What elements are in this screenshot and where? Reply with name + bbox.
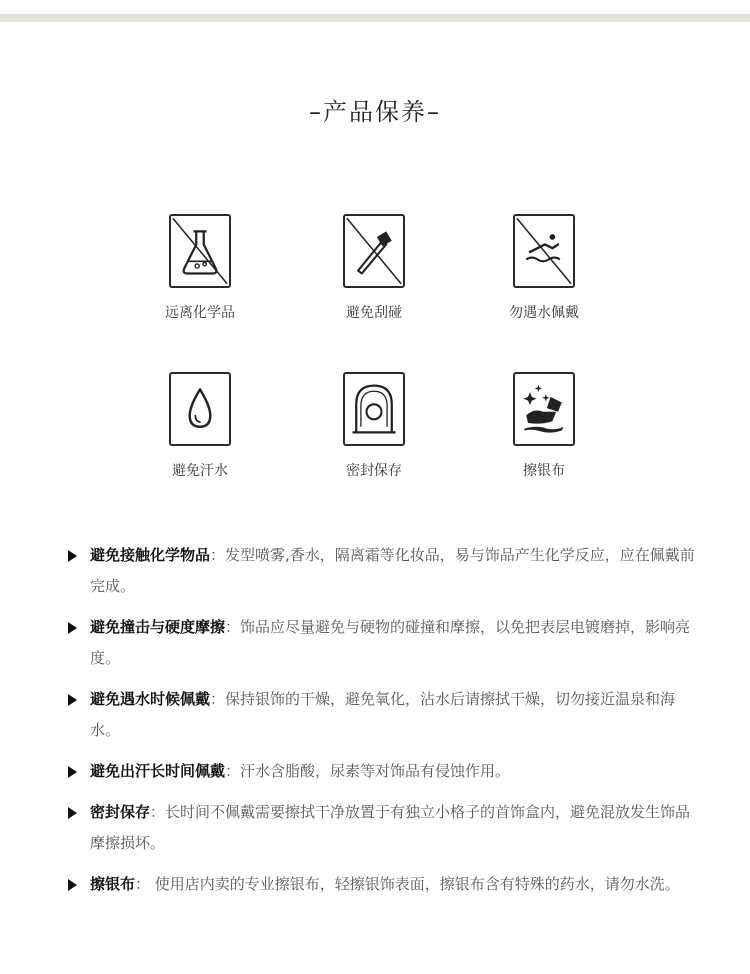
note-text: ：长时间不佩戴需要擦拭干净放置于有独立小格子的首饰盒内，避免混放发生饰品摩擦损坏。 <box>90 803 691 852</box>
note-heading: 避免出汗长时间佩戴 <box>90 762 226 780</box>
top-divider-bar <box>0 14 750 22</box>
care-item-label: 避免汗水 <box>172 463 228 479</box>
care-item-label: 密封保存 <box>346 463 402 479</box>
note-text: ： 使用店内卖的专业擦银布，轻擦银饰表面，擦银布含有特殊的药水，请勿水洗。 <box>135 875 680 893</box>
sealed-box-icon <box>343 372 405 446</box>
care-note <box>66 869 696 900</box>
arrow-bullet-icon <box>68 622 77 634</box>
note-text: ：饰品应尽量避免与硬物的碰撞和摩擦，以免把表层电镀磨掉，影响亮度。 <box>90 618 691 667</box>
care-item-sweat <box>120 372 280 480</box>
hammer-crossed-icon <box>343 214 405 288</box>
note-text: ：汗水含脂酸，尿素等对饰品有侵蚀作用。 <box>225 762 511 780</box>
arrow-bullet-icon <box>68 694 77 706</box>
care-item-water <box>464 214 624 322</box>
note-heading: 擦银布 <box>90 875 136 893</box>
care-notes-list <box>66 540 696 910</box>
note-text: ：发型喷雾,香水，隔离霜等化妆品，易与饰品产生化学反应，应在佩戴前完成。 <box>90 546 695 595</box>
flask-crossed-icon <box>169 214 231 288</box>
care-item-label: 勿遇水佩戴 <box>509 305 579 321</box>
arrow-bullet-icon <box>68 807 77 819</box>
note-heading: 避免遇水时候佩戴 <box>90 690 211 708</box>
care-item-chemicals <box>120 214 280 322</box>
care-note <box>66 684 696 746</box>
water-drop-icon <box>169 372 231 446</box>
arrow-bullet-icon <box>68 766 77 778</box>
care-note <box>66 540 696 602</box>
care-note <box>66 756 696 787</box>
care-item-label: 远离化学品 <box>165 305 235 321</box>
care-item-sealed-storage <box>294 372 454 480</box>
arrow-bullet-icon <box>68 550 77 562</box>
note-text: ：保持银饰的干燥，避免氧化，沾水后请擦拭干燥，切勿接近温泉和海水。 <box>90 690 676 739</box>
polishing-cloth-icon <box>513 372 575 446</box>
care-note <box>66 612 696 674</box>
care-item-label: 擦银布 <box>523 463 565 479</box>
swimmer-crossed-icon <box>513 214 575 288</box>
care-note <box>66 797 696 859</box>
page-title: –产品保养– <box>309 98 441 126</box>
care-item-scratches <box>294 214 454 322</box>
care-item-label: 避免刮碰 <box>346 305 402 321</box>
care-item-polishing-cloth <box>464 372 624 480</box>
arrow-bullet-icon <box>68 879 77 891</box>
note-heading: 密封保存 <box>90 803 151 821</box>
note-heading: 避免撞击与硬度摩擦 <box>90 618 226 636</box>
note-heading: 避免接触化学物品 <box>90 546 211 564</box>
